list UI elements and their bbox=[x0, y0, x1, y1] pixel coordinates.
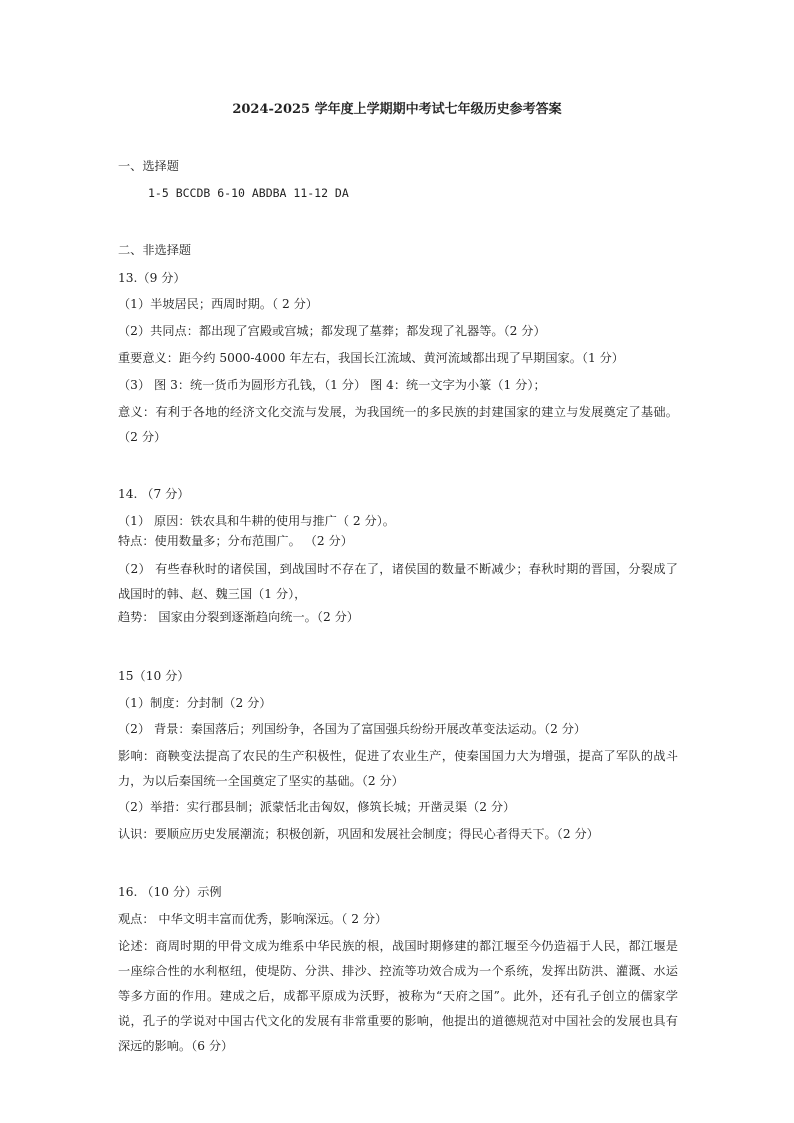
q14-line-3: （2） 有些春秋时的诸侯国，到战国时不存在了，诸侯国的数量不断减少；春秋时期的晋国，分裂成了战国时的韩、赵、魏三国（1 分）， bbox=[118, 562, 678, 601]
section-heading-choice: 一、选择题 bbox=[118, 159, 179, 173]
q14-header: 14. （7 分） bbox=[118, 487, 190, 501]
q13-line-4: （3） 图 3：统一货币为圆形方孔钱，（1 分） 图 4：统一文字为小篆（1 分）； bbox=[118, 378, 546, 392]
q13-header: 13.（9 分） bbox=[118, 271, 186, 285]
q14-line-2: 特点：使用数量多；分布范围广。 （2 分） bbox=[118, 534, 353, 548]
q13-line-5: 意义：有利于各地的经济文化交流与发展，为我国统一的多民族的封建国家的建立与发展奠定了基础。（2 分） bbox=[118, 405, 678, 444]
q15-line-2: （2） 背景：秦国落后；列国纷争，各国为了富国强兵纷纷开展改革变法运动。（2 分） bbox=[118, 722, 587, 736]
q15-line-4: （2）举措：实行郡县制；派蒙恬北击匈奴，修筑长城；开凿灵渠（2 分） bbox=[118, 800, 516, 814]
q16-line-1: 观点： 中华文明丰富而优秀，影响深远。（ 2 分） bbox=[118, 912, 388, 926]
q15-line-5: 认识：要顺应历史发展潮流；积极创新，巩固和发展社会制度；得民心者得天下。（2 分） bbox=[118, 827, 599, 841]
section-heading-nonchoice: 二、非选择题 bbox=[118, 243, 192, 257]
q14-line-1: （1） 原因：铁农具和牛耕的使用与推广（ 2 分）。 bbox=[118, 514, 395, 528]
q13-line-2: （2）共同点：都出现了宫殿或宫城；都发现了墓葬；都发现了礼器等。（2 分） bbox=[118, 324, 546, 338]
page-title: 2024-2025 学年度上学期期中考试七年级历史参考答案 bbox=[232, 102, 562, 117]
choice-answers: 1-5 BCCDB 6-10 ABDBA 11-12 DA bbox=[148, 186, 349, 200]
q13-line-3: 重要意义：距今约 5000-4000 年左右，我国长江流域、黄河流域都出现了早期国家。（1 分） bbox=[118, 351, 624, 365]
q14-line-4: 趋势： 国家由分裂到逐渐趋向统一。（2 分） bbox=[118, 610, 359, 624]
q13-line-1: （1）半坡居民；西周时期。（ 2 分） bbox=[118, 297, 318, 311]
q15-header: 15（10 分） bbox=[118, 669, 190, 683]
q15-line-3: 影响：商鞅变法提高了农民的生产积极性，促进了农业生产，使秦国国力大为增强，提高了军队的战斗力，为以后秦国统一全国奠定了坚实的基础。（2 分） bbox=[118, 749, 678, 788]
q16-line-2: 论述：商周时期的甲骨文成为维系中华民族的根，战国时期修建的都江堰至今仍造福于人民，都江堰是一座综合性的水利枢纽，使堤防、分洪、排沙、控流等功效合成为一个系统，发挥出防洪、灌溉、水运等多方面的作用。建成之后，成都平原成为沃野，被称为“天府之国”。此外，还有孔子创立的儒家学说，孔子的学说对中国古代文化的发展有非常重要的影响，他提出的道德规范对中国社会的发展也具有深远的影响。（6 分） bbox=[118, 939, 678, 1053]
q15-line-1: （1）制度：分封制（2 分） bbox=[118, 696, 272, 710]
q16-header: 16. （10 分）示例 bbox=[118, 885, 222, 899]
